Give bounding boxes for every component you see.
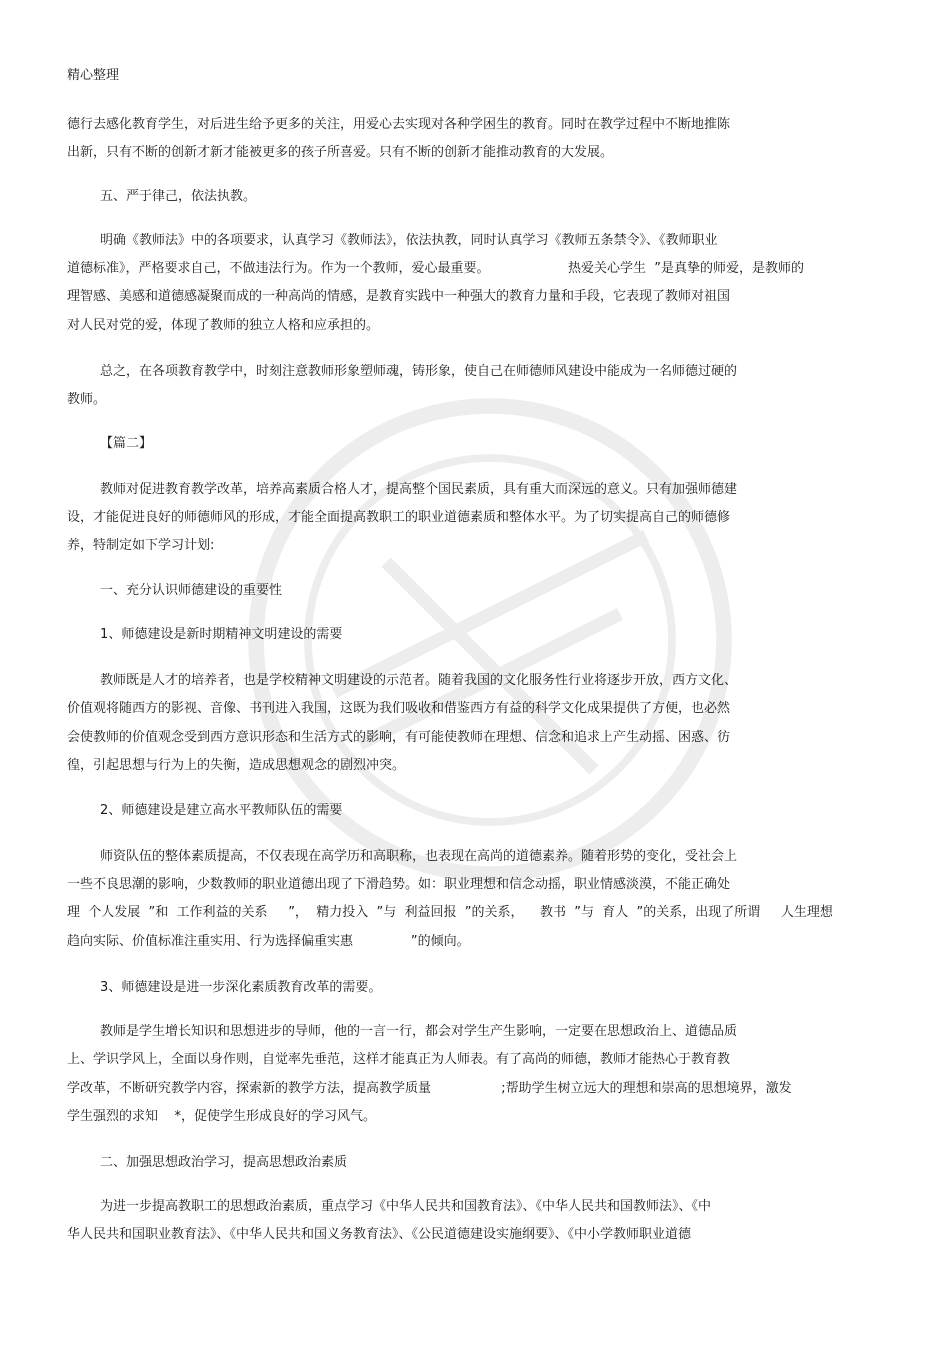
section-heading: 2、师德建设是建立高水平教师队伍的需要 [67, 803, 343, 818]
text-line: 养，特制定如下学习计划: [67, 538, 215, 553]
text-line: 趋向实际、价值标准注重实用、行为选择偏重实惠 ”的倾向。 [67, 934, 470, 949]
text-line: 出新，只有不断的创新才新才能被更多的孩子所喜爱。只有不断的创新才能推动教育的大发展。 [67, 145, 614, 160]
text-line: 教师对促进教育教学改革，培养高素质合格人才，提高整个国民素质，具有重大而深远的意义。只有加强师德建 [67, 482, 738, 497]
text-line: 学生强烈的求知 *，促使学生形成良好的学习风气。 [67, 1109, 377, 1124]
text-line: 设，才能促进良好的师德师风的形成，才能全面提高教职工的职业道德素质和整体水平。为了切实提高自己的师德修 [67, 510, 731, 525]
text-line: 为进一步提高教职工的思想政治素质，重点学习《中华人民共和国教育法》、《中华人民共和国教师法》、《中 [67, 1199, 712, 1214]
text-line: 总之，在各项教育教学中，时刻注意教师形象塑师魂，铸形象，使自己在师德师风建设中能成为一名师德过硬的 [67, 364, 738, 379]
section-heading: 二、加强思想政治学习，提高思想政治素质 [67, 1155, 348, 1170]
text-line: 徨，引起思想与行为上的失衡，造成思想观念的剧烈冲突。 [67, 758, 406, 773]
text-line: 对人民对党的爱，体现了教师的独立人格和应承担的。 [67, 318, 380, 333]
section-heading: 3、师德建设是进一步深化素质教育改革的需要。 [67, 980, 382, 995]
text-line: 德行去感化教育学生，对后进生给予更多的关注，用爱心去实现对各种学困生的教育。同时在教学过程中不断地推陈 [67, 117, 731, 132]
text-line: 价值观将随西方的影视、音像、书刊进入我国，这既为我们吸收和借鉴西方有益的科学文化成果提供了方便，也必然 [67, 701, 731, 716]
text-line: 道德标准》，严格要求自己，不做违法行为。作为一个教师，爱心最重要。 热爱关心学生 ”是真挚的师爱，是教师的 [67, 261, 805, 276]
text-line: 教师既是人才的培养者，也是学校精神文明建设的示范者。随着我国的文化服务性行业将逐步开放，西方文化、 [67, 673, 738, 688]
section-heading: 五、严于律己，依法执教。 [67, 189, 257, 204]
section-heading: 【篇二】 [67, 436, 153, 451]
text-line: 理 个人发展 ”和 工作利益的关系 ”， 精力投入 ”与 利益回报 ”的关系， 教书 ”与 育人 ”的关系，出现了所谓 人生理想 [67, 905, 833, 920]
section-heading: 1、师德建设是新时期精神文明建设的需要 [67, 627, 343, 642]
text-line: 会使教师的价值观念受到西方意识形态和生活方式的影响，有可能使教师在理想、信念和追求上产生动摇、困惑、彷 [67, 730, 731, 745]
text-line: 上、学识学风上，全面以身作则，自觉率先垂范，这样才能真正为人师表。有了高尚的师德，教师才能热心于教育教 [67, 1052, 731, 1067]
page-header: 精心整理 [67, 68, 120, 83]
section-heading: 一、充分认识师德建设的重要性 [67, 583, 283, 598]
text-line: 一些不良思潮的影响，少数教师的职业道德出现了下滑趋势。如：职业理想和信念动摇，职业情感淡漠，不能正确处 [67, 877, 731, 892]
text-line: 学改革，不断研究教学内容，探索新的教学方法，提高教学质量 ;帮助学生树立远大的理想和崇高的思想境界，激发 [67, 1081, 792, 1096]
text-line: 理智感、美感和道德感凝聚而成的一种高尚的情感，是教育实践中一种强大的教育力量和手段，它表现了教师对祖国 [67, 289, 731, 304]
text-line: 师资队伍的整体素质提高，不仅表现在高学历和高职称，也表现在高尚的道德素养。随着形势的变化，受社会上 [67, 849, 738, 864]
text-line: 教师是学生增长知识和思想进步的导师，他的一言一行，都会对学生产生影响，一定要在思想政治上、道德品质 [67, 1024, 738, 1039]
text-line: 华人民共和国职业教育法》、《中华人民共和国义务教育法》、《公民道德建设实施纲要》、《中小学教师职业道德 [67, 1227, 692, 1242]
text-line: 教师。 [67, 392, 107, 407]
text-line: 明确《教师法》中的各项要求，认真学习《教师法》，依法执教，同时认真学习《教师五条禁令》、《教师职业 [67, 233, 718, 248]
